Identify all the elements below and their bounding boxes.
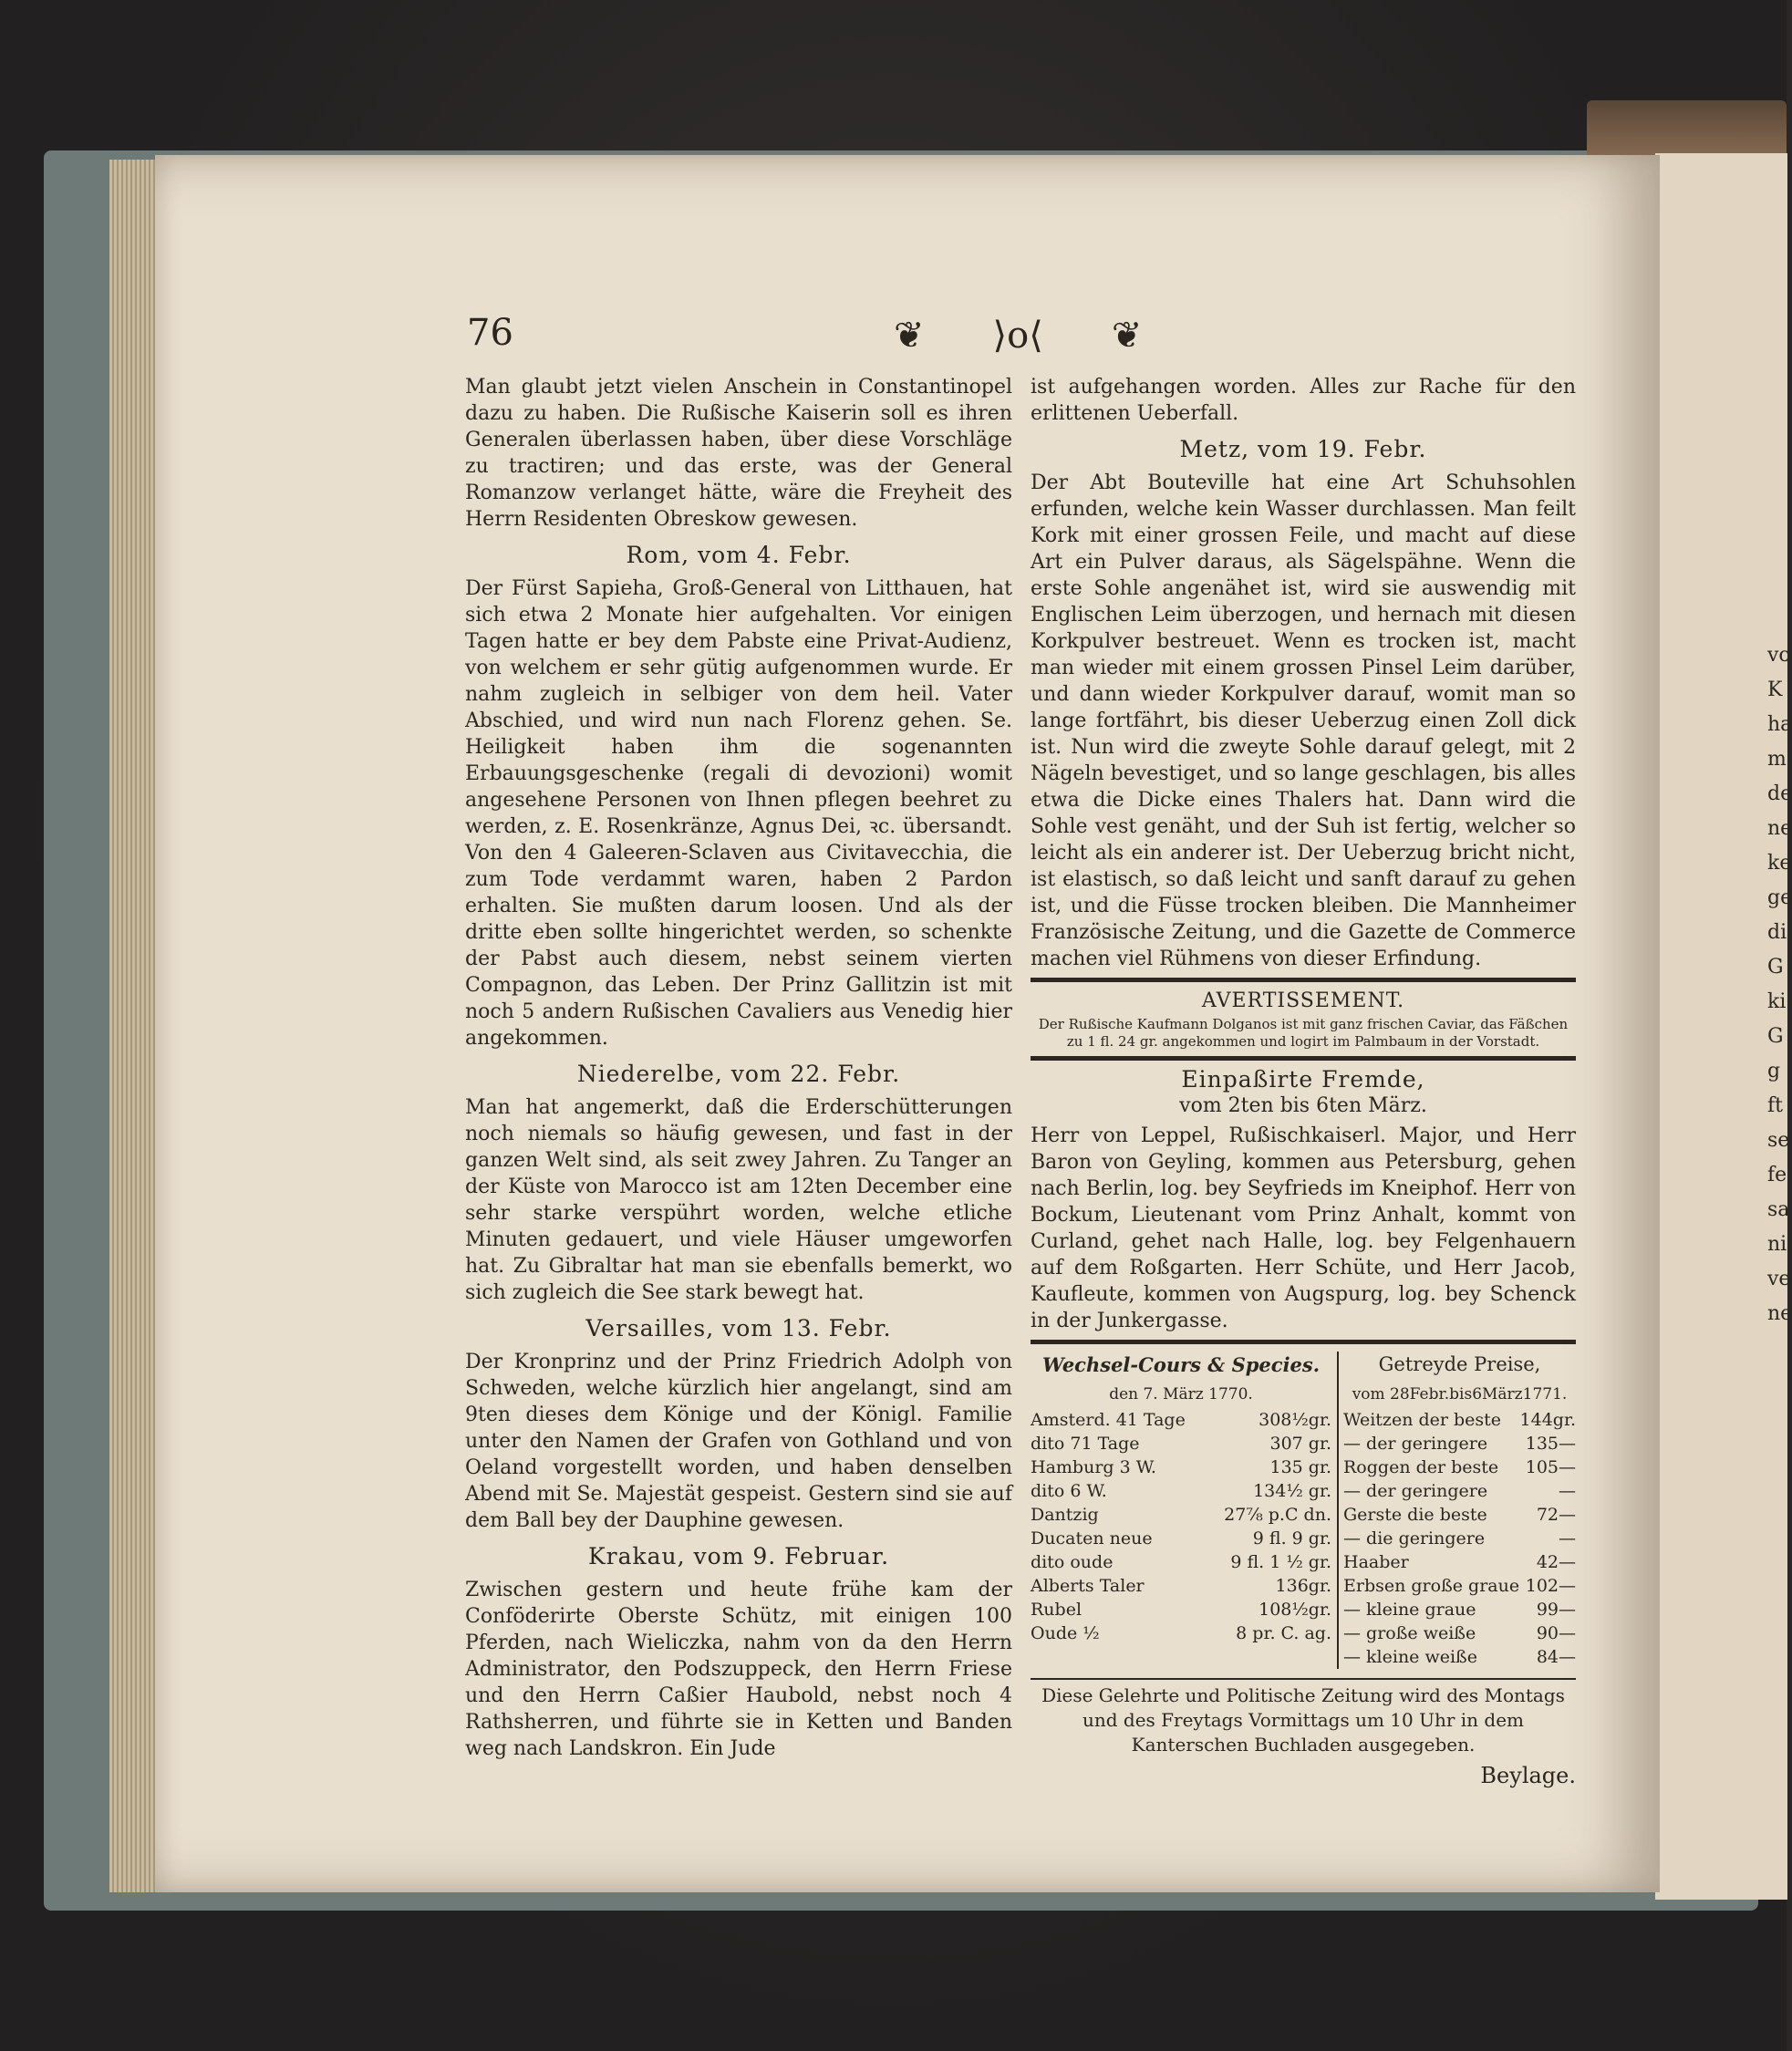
avertissement-text: Der Rußische Kaufmann Dolganos ist mit ganz frischen Caviar, das Fäßchen zu 1 fl. 24 gr. angekommen und logirt im Palmbaum in der Vorstadt. xyxy=(1038,1016,1569,1050)
grain-label: Erbsen große graue xyxy=(1343,1576,1520,1596)
grain-label: — der geringere xyxy=(1343,1481,1488,1501)
grain-label: Haaber xyxy=(1343,1552,1409,1572)
price-tables xyxy=(1031,1352,1576,1669)
exchange-label: dito oude xyxy=(1031,1552,1114,1572)
grain-row xyxy=(1343,1645,1576,1669)
ornament-center-icon: ⟩o⟨ xyxy=(992,315,1043,357)
avertissement-title: AVERTISSEMENT. xyxy=(1201,989,1405,1012)
exchange-label: Ducaten neue xyxy=(1031,1528,1153,1549)
grain-value: 42— xyxy=(1536,1552,1576,1572)
grain-value: 144gr. xyxy=(1519,1410,1576,1430)
grain-label: — kleine graue xyxy=(1343,1600,1476,1620)
grain-row xyxy=(1343,1455,1576,1479)
grain-label: Weitzen der beste xyxy=(1343,1410,1502,1430)
article-paragraph: Der Fürst Sapieha, Groß-General von Litthauen, hat sich etwa 2 Monate hier aufgehalten. Vor einigen Tagen hatte er bey dem Pabste eine Privat-Audienz, von welchem er sehr gütig aufgenommen wurde. Er nahm zugleich in selbiger von dem heil. Vater Abschied, und wird nun nach Florenz gehen. Se. Heiligkeit haben ihm die sogenannten Erbauungsgeschenke (regali di devozioni) womit angesehene Personen von Ihnen pflegen beehret zu werden, z. E. Rosenkränze, Agnus Dei, ꝛc. übersandt. Von den 4 Galeeren-Sclaven aus Civitavecchia, die zum Tode verdammt waren, haben 2 Pardon erhalten. Sie mußten darum loosen. Und als der dritte eben sollte hingerichtet werden, so schenkte der Pabst auch diesem, nebst seinem vierten Compagnon, das Leben. Der Prinz Gallitzin ist mit noch 5 andern Rußischen Cavaliers aus Venedig hier angekommen. xyxy=(465,577,1012,1050)
grain-table xyxy=(1343,1352,1576,1669)
grain-row xyxy=(1343,1408,1576,1432)
exchange-value: 307 gr. xyxy=(1269,1434,1331,1454)
ornament-left-icon: ❦ xyxy=(894,315,925,357)
grain-value: — xyxy=(1559,1528,1576,1549)
header-ornament xyxy=(894,315,1142,357)
article-paragraph: Man glaubt jetzt vielen Anschein in Constantinopel dazu zu haben. Die Rußische Kaiserin soll es ihren Generalen überlassen haben, über diese Vorschläge zu tractiren; und das erste, was der General Romanzow verlanget hätte, wäre die Freyheit des Herrn Residenten Obreskow gewesen. xyxy=(465,376,1012,531)
catchword: Beylage. xyxy=(1480,1763,1576,1788)
grain-row xyxy=(1343,1598,1576,1621)
article-heading: Versailles, vom 13. Febr. xyxy=(585,1315,892,1341)
article-paragraph: Zwischen gestern und heute frühe kam der Conföderirte Oberste Schütz, mit einigen 100 Pferden, nach Wieliczka, nahm von da den Herrn Administrator, den Podszuppeck, den Herrn Friese und den Herrn Caßier Haubold, nebst noch 4 Rathsherren, und führte sie in Ketten und Banden weg nach Landskron. Ein Jude xyxy=(465,1579,1012,1760)
exchange-value: 9 fl. 9 gr. xyxy=(1252,1528,1331,1549)
article-heading: Niederelbe, vom 22. Febr. xyxy=(576,1061,901,1087)
ornament-right-icon: ❦ xyxy=(1111,315,1143,357)
exchange-label: dito 6 W. xyxy=(1031,1481,1107,1501)
exchange-row xyxy=(1031,1479,1331,1503)
fremde-article: Herr von Leppel, Rußischkaiserl. Major, und Herr Baron von Geyling, kommen aus Petersburg, gehen nach Berlin, log. bey Seyfrieds im Kneiphof. Herr von Bockum, Lieutenant vom Prinz Anhalt, kommt von Curland, gehet nach Halle, log. bey Felgenhauern auf dem Roßgarten. Herr Schüte, und Herr Jacob, Kaufleute, kommen von Augspurg, log. bey Schenck in der Junkergasse. xyxy=(1031,1124,1576,1332)
grain-row xyxy=(1343,1621,1576,1645)
article-heading: Rom, vom 4. Febr. xyxy=(626,542,852,568)
exchange-label: Oude ⅟₂ xyxy=(1031,1623,1100,1643)
publication-note: Diese Gelehrte und Politische Zeitung wird des Montags und des Freytags Vormittags um 10 Uhr in dem Kanterschen Buchladen ausgegeben. xyxy=(1031,1678,1576,1757)
fremde-date: vom 2ten bis 6ten März. xyxy=(1179,1094,1427,1117)
grain-value: 102— xyxy=(1525,1576,1576,1596)
exchange-label: Hamburg 3 W. xyxy=(1031,1457,1156,1477)
grain-label: — große weiße xyxy=(1343,1623,1476,1643)
fremde-heading: Einpaßirte Fremde, xyxy=(1181,1066,1425,1093)
exchange-label: dito 71 Tage xyxy=(1031,1434,1140,1454)
divider xyxy=(1031,1340,1576,1344)
exchange-table xyxy=(1031,1352,1339,1669)
exchange-label: Amsterd. 41 Tage xyxy=(1031,1410,1186,1430)
exchange-row xyxy=(1031,1574,1331,1598)
article-heading: Krakau, vom 9. Februar. xyxy=(587,1543,890,1569)
exchange-row xyxy=(1031,1503,1331,1527)
grain-label: — die geringere xyxy=(1343,1528,1486,1549)
divider xyxy=(1031,1056,1576,1061)
grain-row xyxy=(1343,1503,1576,1527)
exchange-label: Rubel xyxy=(1031,1600,1082,1620)
exchange-row xyxy=(1031,1527,1331,1550)
grain-label: Roggen der beste xyxy=(1343,1457,1499,1477)
metz-article: Der Abt Bouteville hat eine Art Schuhsohlen erfunden, welche kein Wasser durchlassen. Man feilt Kork mit einer grossen Feile, und macht auf diese Art ein Pulver daraus, als Sägelspähne. Wenn die erste Sohle angenähet ist, wird sie auswendig mit Englischen Leim überzogen, und hernach mit diesen Korkpulver bestreuet. Wenn es trocken ist, macht man wieder mit einem grossen Pinsel Leim darüber, und dann wieder Korkpulver darauf, womit man so lange fortfährt, bis dieser Ueberzug einen Zoll dick ist. Nun wird die zweyte Sohle darauf gelegt, mit 2 Nägeln bevestiget, und so lange geschlagen, bis alles etwa die Dicke eines Thalers hat. Dann wird die Sohle vest genäht, und der Suh ist fertig, welcher so leicht als ein anderer ist. Der Ueberzug bricht nicht, ist elastisch, so daß leicht und sanft darauf zu gehen ist, und die Füsse trocken bleiben. Die Mannheimer Französische Zeitung, und die Gazette de Commerce machen viel Rühmens von dieser Erfindung. xyxy=(1031,471,1576,970)
exchange-value: 8 pr. C. ag. xyxy=(1236,1623,1331,1643)
grain-value: 72— xyxy=(1536,1505,1576,1525)
grain-value: 105— xyxy=(1525,1457,1576,1477)
exchange-value: 27⅞ p.C dn. xyxy=(1224,1505,1331,1525)
exchange-label: Dantzig xyxy=(1031,1505,1099,1525)
divider xyxy=(1031,978,1576,982)
exchange-row xyxy=(1031,1598,1331,1621)
exchange-row xyxy=(1031,1432,1331,1455)
grain-value: — xyxy=(1559,1481,1576,1501)
adjacent-page-text: vo K ha m de ne ke ge di G ki G g ft se fe sa ni ve ne xyxy=(1767,644,1792,1325)
grain-row xyxy=(1343,1527,1576,1550)
grain-row xyxy=(1343,1479,1576,1503)
exchange-row xyxy=(1031,1408,1331,1432)
exchange-value: 136gr. xyxy=(1275,1576,1331,1596)
exchange-date: den 7. März 1770. xyxy=(1109,1385,1253,1404)
grain-row xyxy=(1343,1574,1576,1598)
exchange-value: 108½gr. xyxy=(1259,1600,1331,1620)
grain-label: — kleine weiße xyxy=(1343,1647,1477,1667)
grain-value: 90— xyxy=(1536,1623,1576,1643)
exchange-label: Alberts Taler xyxy=(1031,1576,1145,1596)
exchange-title: Wechsel-Cours & Species. xyxy=(1041,1353,1321,1376)
grain-label: — der geringere xyxy=(1343,1434,1488,1454)
exchange-value: 134½ gr. xyxy=(1253,1481,1331,1501)
exchange-row xyxy=(1031,1455,1331,1479)
grain-label: Gerste die beste xyxy=(1343,1505,1487,1525)
grain-value: 84— xyxy=(1536,1647,1576,1667)
page-number: 76 xyxy=(467,312,513,354)
article-paragraph: Der Kronprinz und der Prinz Friedrich Adolph von Schweden, welche kürzlich hier angelangt, sind am 9ten dieses dem Könige und der Königl. Familie unter den Namen der Grafen von Gothland und von Oeland vorgestellt worden, und haben denselben Abend mit Se. Majestät gespeist. Gestern sind sie auf dem Ball bey der Dauphine gewesen. xyxy=(465,1351,1012,1532)
left-column xyxy=(465,374,1012,1767)
exchange-row xyxy=(1031,1621,1331,1645)
exchange-value: 308½gr. xyxy=(1259,1410,1331,1430)
article-paragraph: Man hat angemerkt, daß die Erderschütterungen noch niemals so häufig gewesen, und fast in der ganzen Welt sind, als seit zwey Jahren. Zu Tanger an der Küste von Marocco ist am 12ten December eine sehr starke verspührt worden, welche etliche Minuten gedauert, und viele Häuser umgeworfen hat. Zu Gibraltar hat man sie ebenfalls bemerkt, wo sich zugleich die See stark bewegt hat. xyxy=(465,1096,1012,1304)
grain-title: Getreyde Preise, xyxy=(1378,1353,1541,1375)
metz-heading: Metz, vom 19. Febr. xyxy=(1179,436,1427,462)
exchange-value: 135 gr. xyxy=(1269,1457,1331,1477)
grain-date: vom 28Febr.bis6März1771. xyxy=(1352,1385,1568,1404)
exchange-row xyxy=(1031,1550,1331,1574)
grain-row xyxy=(1343,1432,1576,1455)
exchange-value: 9 fl. 1 ½ gr. xyxy=(1230,1552,1331,1572)
continued-article: ist aufgehangen worden. Alles zur Rache für den erlittenen Ueberfall. xyxy=(1031,376,1576,425)
right-column xyxy=(1031,374,1576,1789)
grain-value: 99— xyxy=(1536,1600,1576,1620)
grain-row xyxy=(1343,1550,1576,1574)
grain-value: 135— xyxy=(1525,1434,1576,1454)
